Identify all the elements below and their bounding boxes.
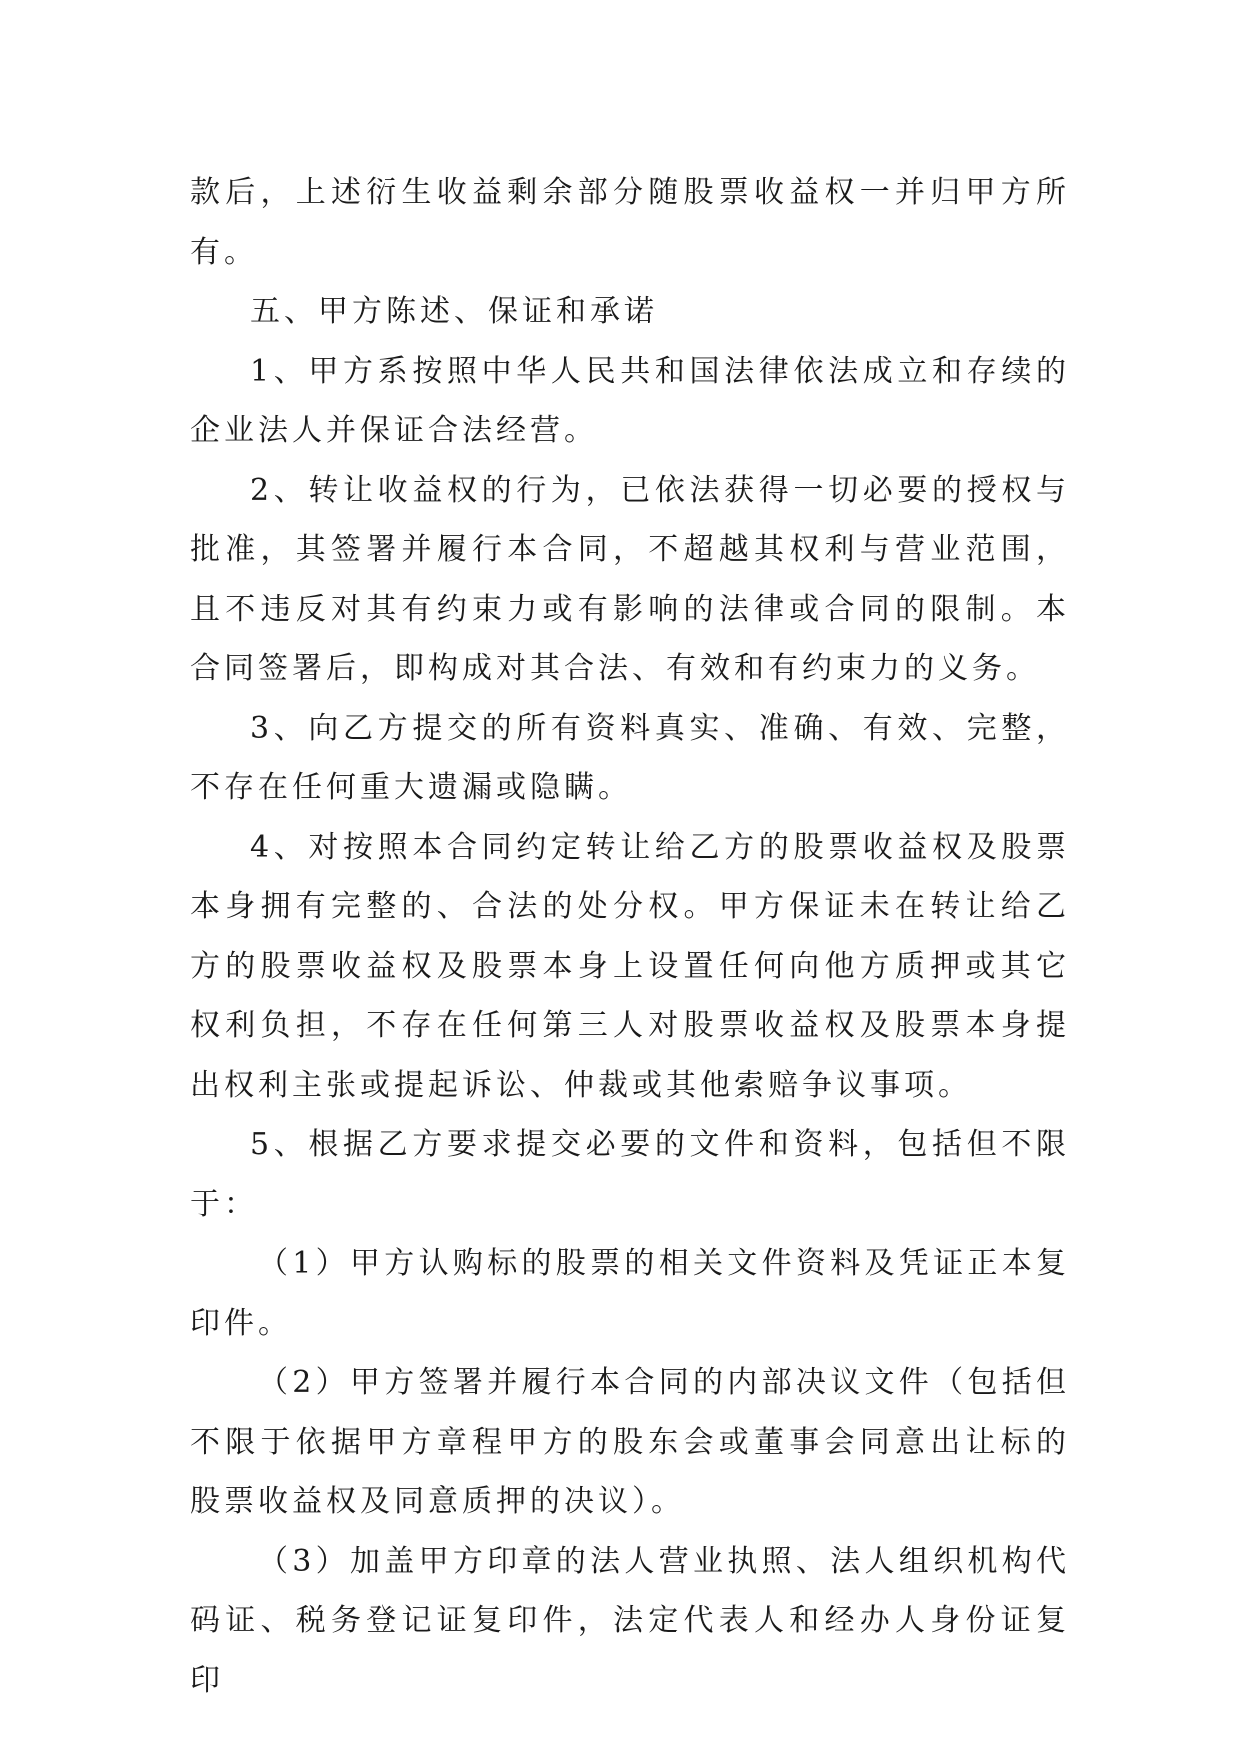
clause-3: 3、向乙方提交的所有资料真实、准确、有效、完整，不存在任何重大遗漏或隐瞒。 [190,710,1070,805]
clause-5: 5、根据乙方要求提交必要的文件和资料，包括但不限于： [190,1127,1070,1222]
sub-item-3: （3）加盖甲方印章的法人营业执照、法人组织机构代码证、税务登记证复印件，法定代表人和经办人身份证复印 [190,1543,1070,1698]
document-body [190,163,1070,1710]
clause-2: 2、转让收益权的行为，已依法获得一切必要的授权与批准，其签署并履行本合同，不超越其权利与营业范围，且不违反对其有约束力或有影响的法律或合同的限制。本合同签署后，即构成对其合法、有效和有约束力的义务。 [190,472,1070,686]
clause-1: 1、甲方系按照中华人民共和国法律依法成立和存续的企业法人并保证合法经营。 [190,353,1070,448]
sub-item-1: （1）甲方认购标的股票的相关文件资料及凭证正本复印件。 [190,1246,1070,1341]
clause-4: 4、对按照本合同约定转让给乙方的股票收益权及股票本身拥有完整的、合法的处分权。甲方保证未在转让给乙方的股票收益权及股票本身上设置任何向他方质押或其它权利负担，不存在任何第三人对股票收益权及股票本身提出权利主张或提起诉讼、仲裁或其他索赔争议事项。 [190,829,1070,1103]
sub-item-2: （2）甲方签署并履行本合同的内部决议文件（包括但不限于依据甲方章程甲方的股东会或董事会同意出让标的股票收益权及同意质押的决议）。 [190,1365,1070,1519]
section-heading: 五、甲方陈述、保证和承诺 [250,294,658,329]
paragraph-continuation: 款后，上述衍生收益剩余部分随股票收益权一并归甲方所有。 [190,175,1070,270]
